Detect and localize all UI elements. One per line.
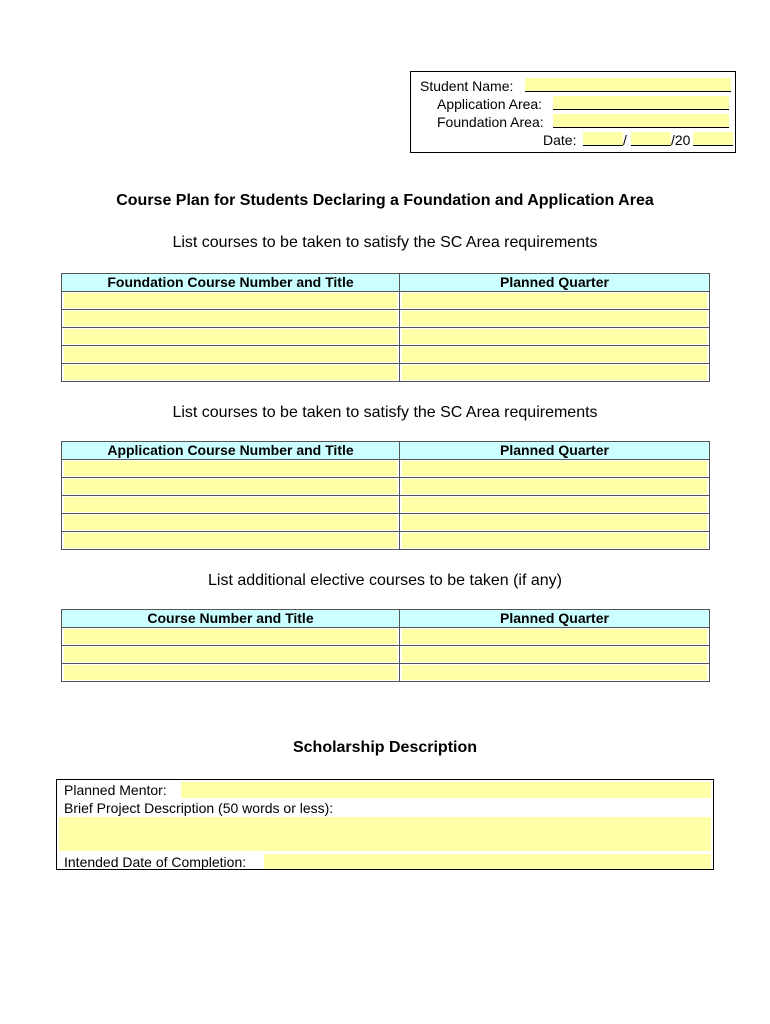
quarter-field[interactable]	[402, 647, 707, 662]
course-field[interactable]	[64, 311, 397, 326]
foundation-area-field[interactable]	[553, 114, 729, 128]
table-row	[62, 328, 710, 346]
application-area-field[interactable]	[553, 96, 729, 110]
date-day-field[interactable]	[631, 132, 671, 146]
table-row	[62, 364, 710, 382]
foundation-area-label: Foundation Area:	[437, 114, 544, 130]
quarter-field[interactable]	[402, 665, 707, 680]
course-field[interactable]	[64, 647, 397, 662]
elective-col-course: Course Number and Title	[62, 610, 400, 628]
date-month-field[interactable]	[583, 132, 623, 146]
foundation-col-course: Foundation Course Number and Title	[62, 274, 400, 292]
quarter-field[interactable]	[402, 293, 707, 308]
date-separator: /	[623, 132, 627, 148]
course-field[interactable]	[64, 461, 397, 476]
quarter-field[interactable]	[402, 461, 707, 476]
course-field[interactable]	[64, 515, 397, 530]
application-course-table	[61, 441, 710, 550]
quarter-field[interactable]	[402, 329, 707, 344]
application-area-label: Application Area:	[437, 96, 543, 112]
mentor-label: Planned Mentor:	[64, 782, 167, 798]
table-row	[62, 532, 710, 550]
course-field[interactable]	[64, 665, 397, 680]
course-field[interactable]	[64, 329, 397, 344]
table-row	[62, 496, 710, 514]
course-field[interactable]	[64, 293, 397, 308]
quarter-field[interactable]	[402, 533, 707, 548]
completion-date-field[interactable]	[264, 854, 711, 869]
elective-col-quarter: Planned Quarter	[400, 610, 710, 628]
table-row	[62, 514, 710, 532]
table-row	[62, 628, 710, 646]
quarter-field[interactable]	[402, 629, 707, 644]
table-row	[62, 292, 710, 310]
course-field[interactable]	[64, 479, 397, 494]
foundation-course-table	[61, 273, 710, 382]
completion-date-label: Intended Date of Completion:	[64, 854, 247, 870]
table-row	[62, 346, 710, 364]
course-field[interactable]	[64, 533, 397, 548]
quarter-field[interactable]	[402, 497, 707, 512]
course-field[interactable]	[64, 347, 397, 362]
page-title: Course Plan for Students Declaring a Foundation and Application Area	[116, 192, 654, 209]
table-row	[62, 310, 710, 328]
application-instruction: List courses to be taken to satisfy the SC Area requirements	[172, 404, 598, 421]
project-description-label: Brief Project Description (50 words or less):	[64, 800, 334, 816]
student-name-field[interactable]	[525, 78, 731, 92]
course-field[interactable]	[64, 365, 397, 380]
table-row	[62, 478, 710, 496]
scholarship-title: Scholarship Description	[292, 739, 478, 756]
table-row	[62, 460, 710, 478]
foundation-col-quarter: Planned Quarter	[400, 274, 710, 292]
date-year-field[interactable]	[693, 132, 733, 146]
project-description-field[interactable]	[59, 817, 711, 851]
quarter-field[interactable]	[402, 515, 707, 530]
student-info-box	[410, 71, 736, 153]
student-name-label: Student Name:	[420, 78, 514, 94]
course-field[interactable]	[64, 497, 397, 512]
elective-course-table	[61, 609, 710, 682]
application-col-quarter: Planned Quarter	[400, 442, 710, 460]
mentor-field[interactable]	[181, 782, 711, 798]
date-label: Date:	[543, 132, 577, 148]
table-row	[62, 646, 710, 664]
foundation-instruction: List courses to be taken to satisfy the SC Area requirements	[172, 234, 598, 251]
date-year-prefix: /20	[671, 132, 691, 148]
quarter-field[interactable]	[402, 365, 707, 380]
quarter-field[interactable]	[402, 311, 707, 326]
quarter-field[interactable]	[402, 347, 707, 362]
elective-instruction: List additional elective courses to be taken (if any)	[208, 572, 562, 589]
table-row	[62, 664, 710, 682]
course-field[interactable]	[64, 629, 397, 644]
scholarship-box	[56, 779, 714, 870]
application-col-course: Application Course Number and Title	[62, 442, 400, 460]
quarter-field[interactable]	[402, 479, 707, 494]
